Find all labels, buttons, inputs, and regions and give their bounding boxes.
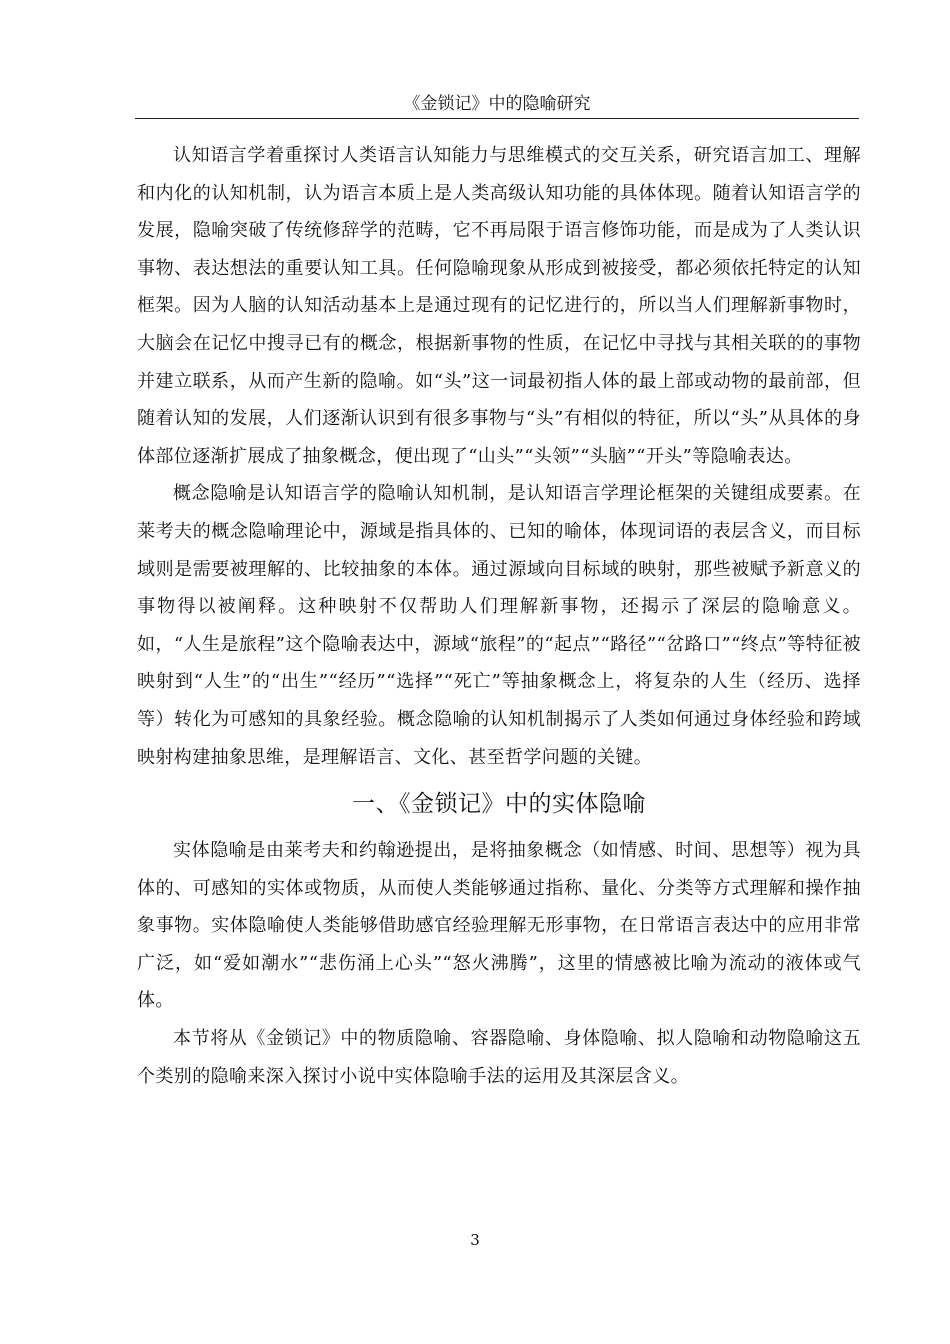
section-heading: 一、《金锁记》中的实体隐喻 bbox=[352, 791, 646, 818]
paragraph-cognitive-linguistics: 认知语言学着重探讨人类语言认知能力与思维模式的交互关系，研究语言加工、理解和内化的认知机制，认为语言本质上是人类高级认知功能的具体体现。随着认知语言学的发展，隐喻突破了传统修辞学的范畴，它不再局限于语言修饰功能，而是成为了人类认识事物、表达想法的重要认知工具。任何隐喻现象从形成到被接受，都必须依托特定的认知框架。因为人脑的认知活动基本上是通过现有的记忆进行的，所以当人们理解新事物时，大脑会在记忆中搜寻已有的概念，根据新事物的性质，在记忆中寻找与其相关联的的事物并建立联系，从而产生新的隐喻。如“头”这一词最初指人体的最上部或动物的最前部，但随着认知的发展，人们逐渐认识到有很多事物与“头”有相似的特征，所以“头”从具体的身体部位逐渐扩展成了抽象概念，便出现了“山头”“头领”“头脑”“开头”等隐喻表达。 bbox=[137, 145, 861, 467]
paragraph-section-outline: 本节将从《金锁记》中的物质隐喻、容器隐喻、身体隐喻、拟人隐喻和动物隐喻这五个类别的隐喻来深入探讨小说中实体隐喻手法的运用及其深层含义。 bbox=[137, 1028, 861, 1087]
page-number: 3 bbox=[470, 1231, 480, 1249]
body-text bbox=[137, 137, 861, 1095]
header-rule bbox=[135, 118, 859, 119]
running-header: 《金锁记》中的隐喻研究 bbox=[403, 94, 591, 114]
paragraph-entity-metaphor: 实体隐喻是由莱考夫和约翰逊提出，是将抽象概念（如情感、时间、思想等）视为具体的、可感知的实体或物质，从而使人类能够通过指称、量化、分类等方式理解和操作抽象事物。实体隐喻使人类能够借助感官经验理解无形事物，在日常语言表达中的应用非常广泛，如“爱如潮水”“悲伤涌上心头”“怒火沸腾”，这里的情感被比喻为流动的液体或气体。 bbox=[137, 840, 861, 1012]
paragraph-conceptual-metaphor: 概念隐喻是认知语言学的隐喻认知机制，是认知语言学理论框架的关键组成要素。在莱考夫的概念隐喻理论中，源域是指具体的、已知的喻体，体现词语的表层含义，而目标域则是需要被理解的、比较抽象的本体。通过源域向目标域的映射，那些被赋予新意义的事物得以被阐释。这种映射不仅帮助人们理解新事物，还揭示了深层的隐喻意义。如，“人生是旅程”这个隐喻表达中，源域“旅程”的“起点”“路径”“岔路口”“终点”等特征被映射到“人生”的“出生”“经历”“选择”“死亡”等抽象概念上，将复杂的人生（经历、选择等）转化为可感知的具象经验。概念隐喻的认知机制揭示了人类如何通过身体经验和跨域映射构建抽象思维，是理解语言、文化、甚至哲学问题的关键。 bbox=[137, 483, 861, 768]
